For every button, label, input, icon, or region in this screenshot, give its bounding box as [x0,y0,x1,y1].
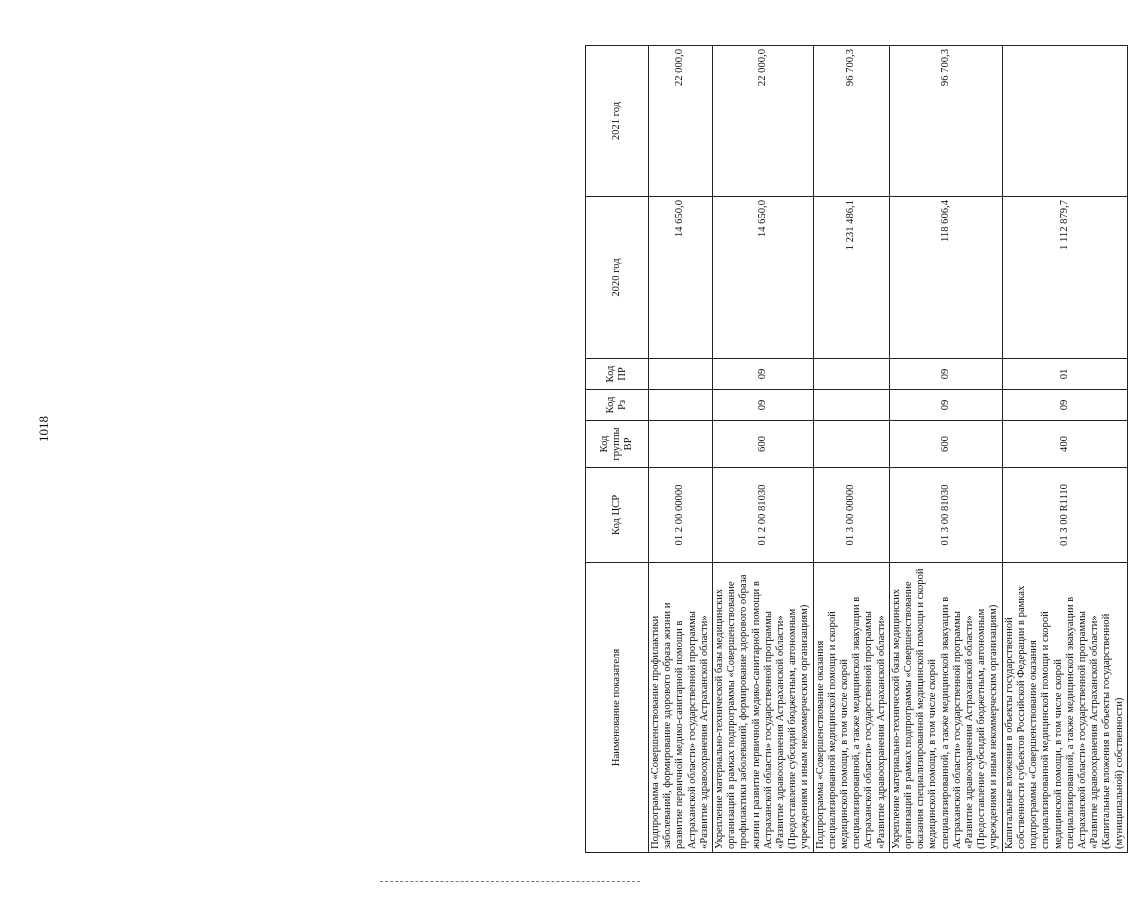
table-row [813,46,889,853]
row-2021 [1002,46,1127,197]
row-pr [649,359,713,390]
row-csr: 01 3 00 00000 [813,468,889,563]
row-csr: 01 3 00 81030 [889,468,1002,563]
row-name: Подпрограмма «Совершенствование оказания специализированной медицинской помощи и скорой медицинской помощи, в том числе скорой специализированной, а также медицинской эвакуации в Астраханской области» государственной программы «Развитие здравоохранения Астраханской области» [813,563,889,853]
row-pr: 01 [1002,359,1127,390]
row-pr [813,359,889,390]
row-name: Укрепление материально-технической базы медицинских организаций в рамках подпрограммы «Совершенствование оказания специализированной медицинской помощи и скорой медицинской помощи, в том числе скорой специализированной, а также медицинской эвакуации в Астраханской области» государственной программы «Развитие здравоохранения Астраханской области» (Предоставление субсидий бюджетным, автономным учреждениям и иным некоммерческим организациям) [889,563,1002,853]
header-vr: Код группы ВР [586,421,649,468]
header-pr: Код ПР [586,359,649,390]
row-rz [649,390,713,421]
row-pr: 09 [713,359,814,390]
row-2020: 1 112 879,7 [1002,197,1127,359]
row-rz: 09 [713,390,814,421]
row-name: Укрепление материально-технической базы медицинских организаций в рамках подпрограммы «Совершенствование профилактики заболеваний, формирование здорового образа жизни и развитие первичной медико-санитарной помощи в Астраханской области» государственной программы «Развитие здравоохранения Астраханской области» (Предоставление субсидий бюджетным, автономным учреждениям и иным некоммерческим организациям) [713,563,814,853]
row-csr: 01 2 00 00000 [649,468,713,563]
table-row [1002,46,1127,853]
bottom-divider [380,881,640,882]
header-2020: 2020 год [586,197,649,359]
table-row [649,46,713,853]
row-rz: 09 [889,390,1002,421]
row-pr: 09 [889,359,1002,390]
header-rz: Код Рз [586,390,649,421]
row-2021: 22 000,0 [713,46,814,197]
row-vr: 400 [1002,421,1127,468]
row-name: Капитальные вложения в объекты государственной собственности субъектов Российской Федерации в рамках подпрограммы «Совершенствование оказания специализированной медицинской помощи и скорой медицинской помощи, в том числе скорой специализированной, а также медицинской эвакуации в Астраханской области» государственной программы «Развитие здравоохранения Астраханской области» (Капитальные вложения в объекты государственной (муниципальной) собственности) [1002,563,1127,853]
row-2021: 96 700,3 [889,46,1002,197]
row-csr: 01 3 00 R1110 [1002,468,1127,563]
page-number: 1018 [36,416,51,442]
row-2020: 14 650,0 [713,197,814,359]
header-name: Наименование показателя [586,563,649,853]
row-2021: 22 000,0 [649,46,713,197]
budget-table-sheet [585,46,1125,853]
row-vr: 600 [713,421,814,468]
header-csr: Код ЦСР [586,468,649,563]
row-vr [813,421,889,468]
row-2020: 14 650,0 [649,197,713,359]
row-csr: 01 2 00 81030 [713,468,814,563]
header-2021: 2021 год [586,46,649,197]
budget-table [585,45,1128,853]
table-header-row [586,46,649,853]
table-row [713,46,814,853]
table-row [889,46,1002,853]
row-rz [813,390,889,421]
row-rz: 09 [1002,390,1127,421]
row-vr [649,421,713,468]
row-2020: 1 231 486,1 [813,197,889,359]
row-2020: 118 606,4 [889,197,1002,359]
row-vr: 600 [889,421,1002,468]
row-2021: 96 700,3 [813,46,889,197]
row-name: Подпрограмма «Совершенствование профилактики заболеваний, формирование здорового образа жизни и развитие первичной медико-санитарной помощи в Астраханской области» государственной программы «Развитие здравоохранения Астраханской области» [649,563,713,853]
